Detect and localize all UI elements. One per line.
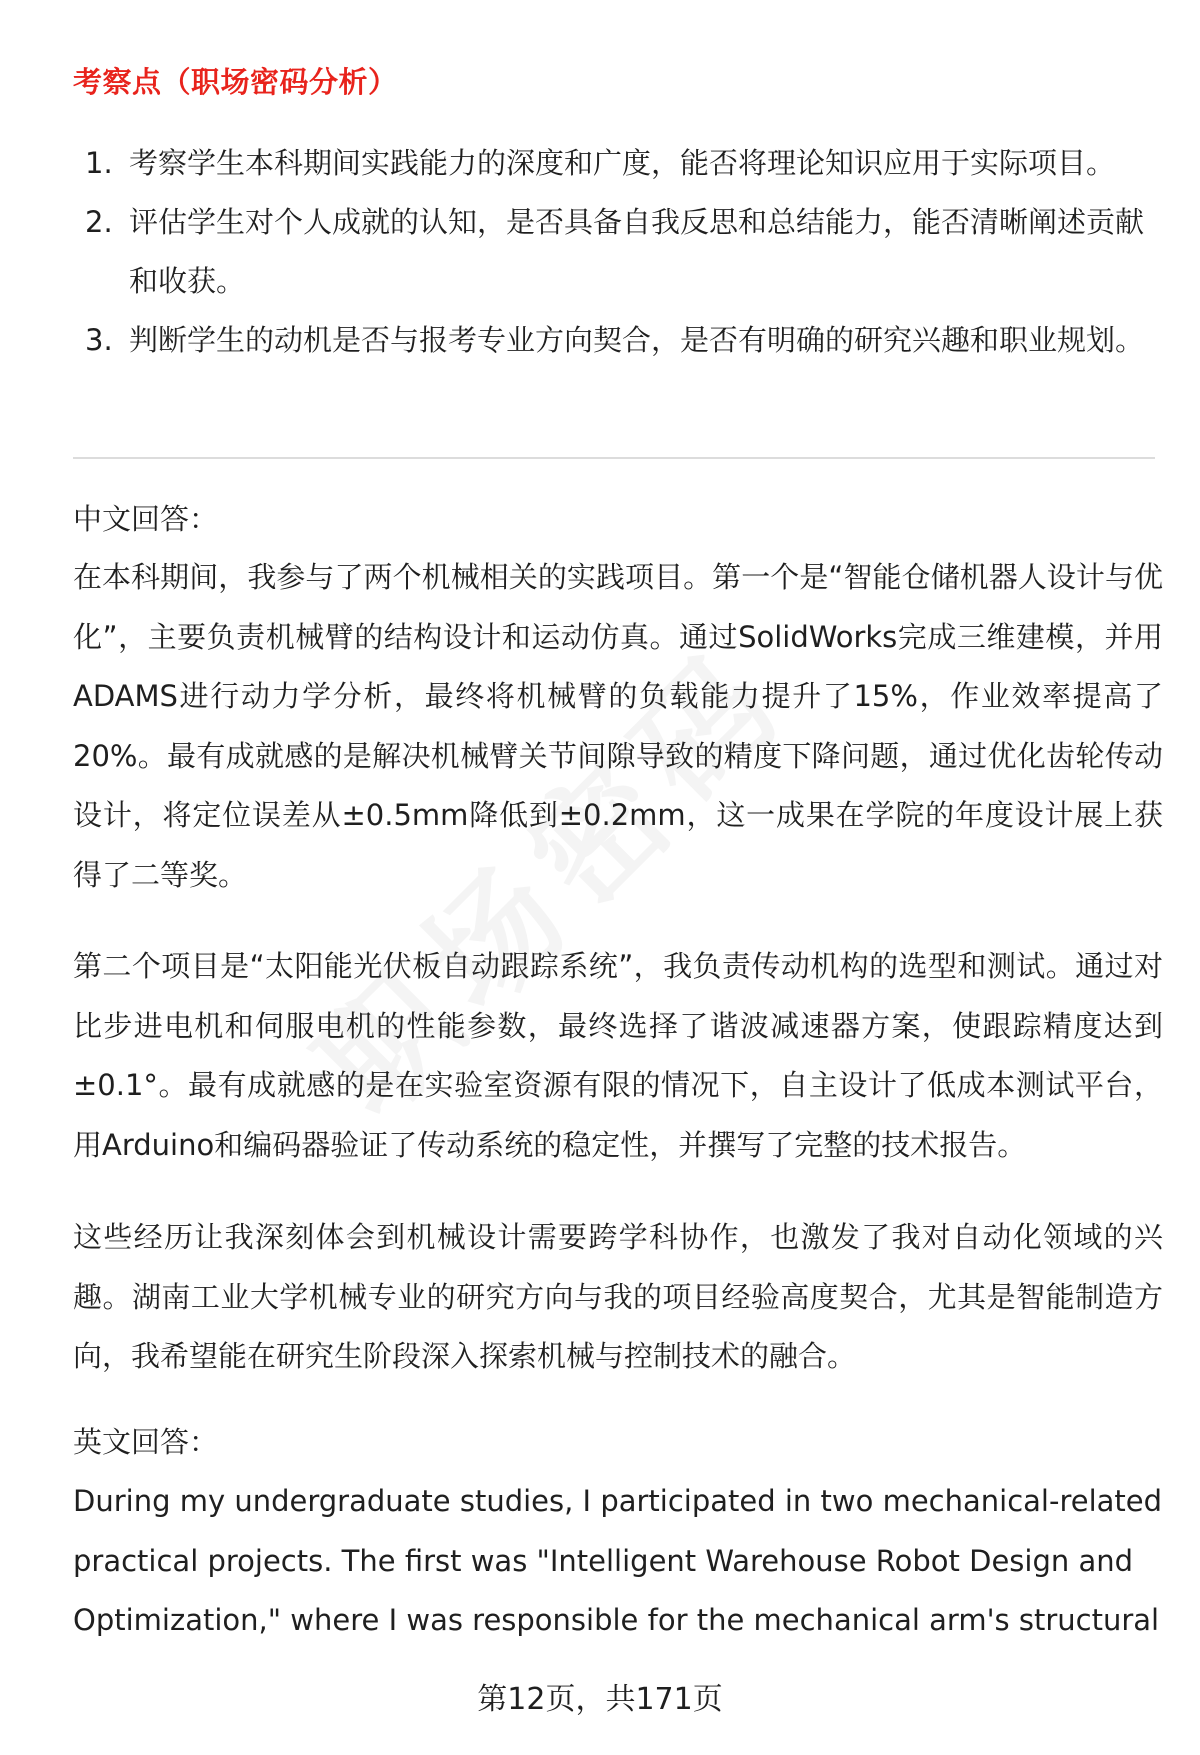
list-item: [73, 193, 1153, 311]
list-item: [73, 311, 1153, 370]
list-item-number: 3.: [85, 323, 113, 357]
section-divider: [73, 457, 1155, 459]
chinese-answer-label: 中文回答：: [73, 502, 219, 536]
list-item-text: 考察学生本科期间实践能力的深度和广度，能否将理论知识应用于实际项目。: [129, 146, 1116, 180]
assessment-points-list: [73, 134, 1153, 370]
list-item: [73, 134, 1153, 193]
chinese-paragraph-1: 在本科期间，我参与了两个机械相关的实践项目。第一个是“智能仓储机器人设计与优化”，主要负责机械臂的结构设计和运动仿真。通过SolidWorks完成三维建模，并用ADAMS进行动力学分析，最终将机械臂的负载能力提升了15%，作业效率提高了20%。最有成就感的是解决机械臂关节间隙导致的精度下降问题，通过优化齿轮传动设计，将定位误差从±0.5mm降低到±0.2mm，这一成果在学院的年度设计展上获得了二等奖。: [73, 560, 1163, 892]
list-item-number: 1.: [85, 146, 113, 180]
page-footer: 第12页，共171页: [477, 1682, 723, 1717]
english-answer-label: 英文回答：: [73, 1425, 219, 1459]
section-title: 考察点（职场密码分析）: [73, 65, 398, 99]
english-paragraph-1: During my undergraduate studies, I participated in two mechanical-related practical projects. The first was "Intelligent Warehouse Robot Design and Optimization," where I was responsible for the mechanical arm's structural: [73, 1484, 1163, 1637]
list-item-number: 2.: [85, 205, 113, 239]
chinese-paragraph-2: 第二个项目是“太阳能光伏板自动跟踪系统”，我负责传动机构的选型和测试。通过对比步进电机和伺服电机的性能参数，最终选择了谐波减速器方案，使跟踪精度达到±0.1°。最有成就感的是在实验室资源有限的情况下，自主设计了低成本测试平台，用Arduino和编码器验证了传动系统的稳定性，并撰写了完整的技术报告。: [73, 949, 1163, 1162]
chinese-paragraph-3: 这些经历让我深刻体会到机械设计需要跨学科协作，也激发了我对自动化领域的兴趣。湖南工业大学机械专业的研究方向与我的项目经验高度契合，尤其是智能制造方向，我希望能在研究生阶段深入探索机械与控制技术的融合。: [73, 1220, 1163, 1373]
list-item-text: 判断学生的动机是否与报考专业方向契合，是否有明确的研究兴趣和职业规划。: [129, 323, 1145, 357]
list-item-text: 评估学生对个人成就的认知，是否具备自我反思和总结能力，能否清晰阐述贡献和收获。: [129, 205, 1145, 298]
